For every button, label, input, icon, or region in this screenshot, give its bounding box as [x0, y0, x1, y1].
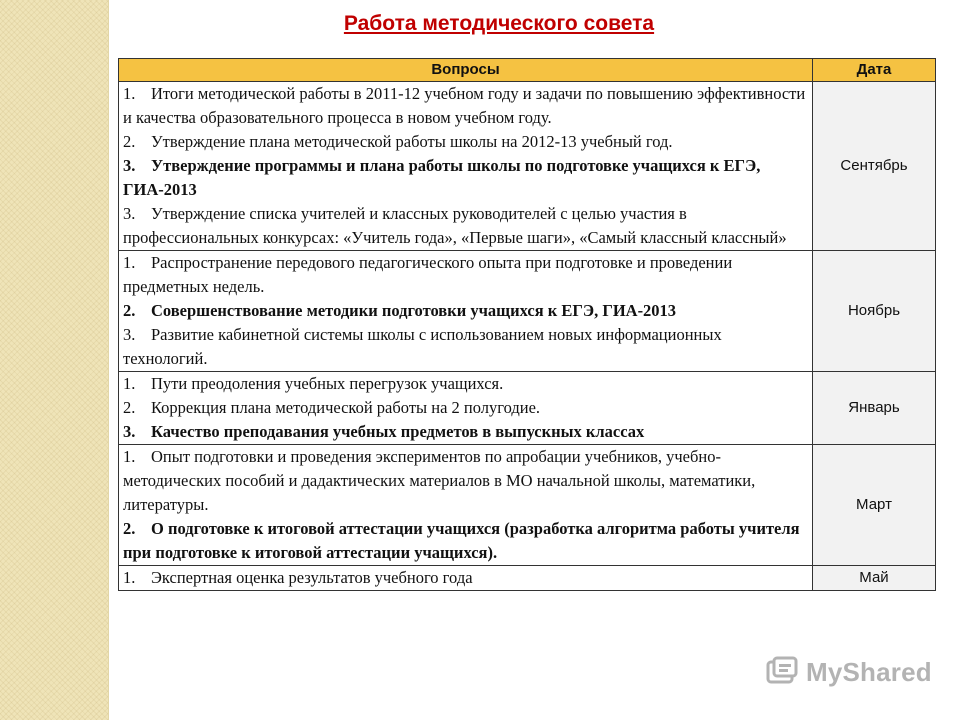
agenda-item-number: 1. [123, 447, 136, 466]
date-cell: Ноябрь [813, 251, 936, 372]
agenda-item-text: Экспертная оценка результатов учебного года [151, 568, 473, 587]
agenda-item-text: Качество преподавания учебных предметов в выпускных классах [151, 422, 645, 441]
watermark-brand: MyShared [806, 656, 932, 687]
agenda-item-number: 3. [123, 204, 136, 223]
agenda-item-number: 2. [123, 519, 136, 538]
date-cell: Май [813, 566, 936, 591]
agenda-item [123, 323, 808, 371]
myshared-watermark [766, 656, 932, 688]
date-cell: Март [813, 445, 936, 566]
questions-cell [119, 251, 813, 372]
agenda-item-number: 2. [123, 301, 136, 320]
table-row [119, 251, 936, 372]
agenda-item-number: 1. [123, 568, 136, 587]
agenda-item-text: Развитие кабинетной системы школы с использованием новых информационных технологий. [123, 325, 722, 368]
agenda-item-number: 1. [123, 374, 136, 393]
date-cell: Сентябрь [813, 82, 936, 251]
agenda-item [123, 82, 808, 130]
agenda-item-text: О подготовке к итоговой аттестации учащихся (разработка алгоритма работы учителя при подготовке к итоговой аттестации учащихся). [123, 519, 800, 562]
agenda-item [123, 445, 808, 517]
agenda-item [123, 517, 808, 565]
questions-cell [119, 82, 813, 251]
table-header-row [119, 59, 936, 82]
agenda-item-text: Итоги методической работы в 2011-12 учебном году и задачи по повышению эффективности и качества образовательного процесса в новом учебном году. [123, 84, 806, 127]
agenda-item [123, 372, 808, 396]
table-row [119, 82, 936, 251]
council-plan-table [118, 58, 936, 591]
questions-cell [119, 566, 813, 591]
agenda-item-text: Коррекция плана методической работы на 2 полугодие. [151, 398, 541, 417]
agenda-item-text: Совершенствование методики подготовки учащихся к ЕГЭ, ГИА-2013 [151, 301, 677, 320]
agenda-item [123, 202, 808, 250]
page-title: Работа методического совета [343, 12, 655, 35]
questions-cell [119, 445, 813, 566]
agenda-item-number: 3. [123, 156, 136, 175]
agenda-item [123, 154, 808, 202]
agenda-item-number: 1. [123, 84, 136, 103]
agenda-item [123, 420, 808, 444]
header-questions: Вопросы [119, 59, 813, 82]
agenda-item-number: 2. [123, 132, 136, 151]
agenda-item [123, 566, 808, 590]
agenda-item [123, 130, 808, 154]
agenda-item-text: Утверждение плана методической работы школы на 2012-13 учебный год. [151, 132, 673, 151]
agenda-item-number: 3. [123, 325, 136, 344]
agenda-item [123, 299, 808, 323]
table-row [119, 372, 936, 445]
agenda-item-text: Опыт подготовки и проведения экспериментов по апробации учебников, учебно-методических пособий и дадактических материалов в МО начальной школы, математики, литературы. [123, 447, 756, 514]
questions-cell [119, 372, 813, 445]
agenda-item-number: 3. [123, 422, 136, 441]
header-date: Дата [813, 59, 936, 82]
table-row [119, 566, 936, 591]
myshared-logo-icon [766, 656, 798, 688]
agenda-item [123, 396, 808, 420]
agenda-item-text: Пути преодоления учебных перегрузок учащихся. [151, 374, 504, 393]
date-cell: Январь [813, 372, 936, 445]
agenda-item-text: Утверждение списка учителей и классных руководителей с целью участия в профессиональных конкурсах: «Учитель года», «Первые шаги», «Самый классный классный» [123, 204, 787, 247]
agenda-item-number: 1. [123, 253, 136, 272]
agenda-item-text: Распространение передового педагогического опыта при подготовке и проведении предметных недель. [123, 253, 733, 296]
agenda-item-text: Утверждение программы и плана работы школы по подготовке учащихся к ЕГЭ, ГИА-2013 [123, 156, 761, 199]
table-row [119, 445, 936, 566]
agenda-item-number: 2. [123, 398, 136, 417]
decorative-side-strip [0, 0, 109, 720]
agenda-item [123, 251, 808, 299]
